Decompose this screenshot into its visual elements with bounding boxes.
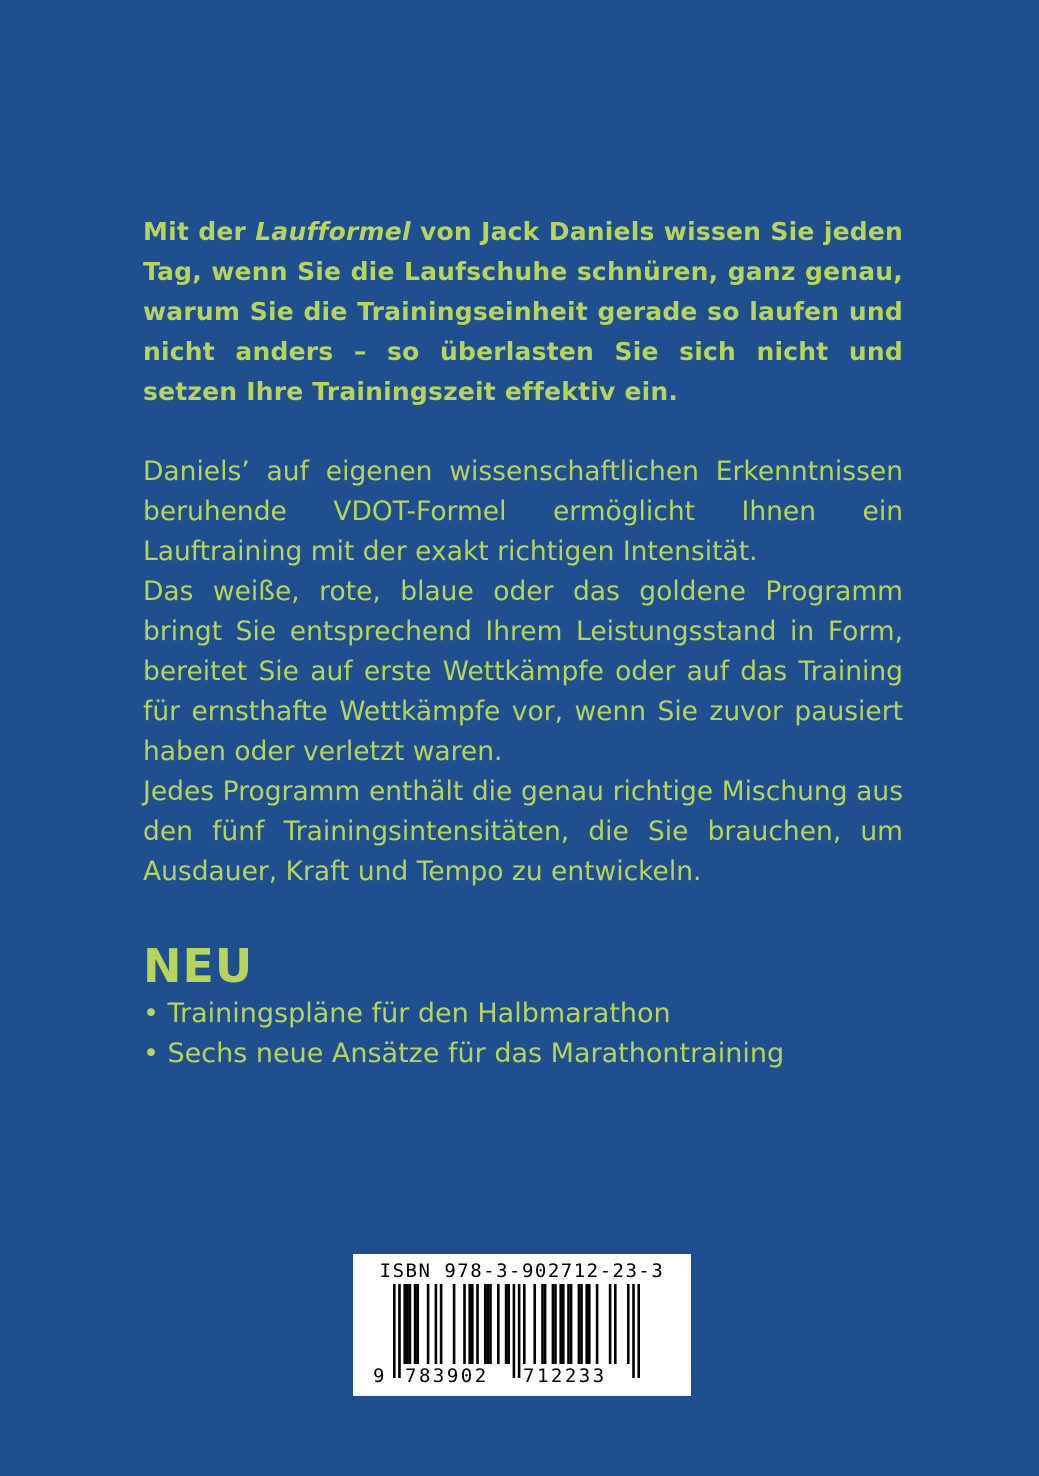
new-feature-item: • Trainingspläne für den Halbmarathon [143, 998, 671, 1029]
barcode-bar [544, 1284, 547, 1364]
ean-left-digits: 783902 [405, 1365, 489, 1387]
isbn-label: ISBN 978-3-902712-23-3 [379, 1260, 665, 1282]
barcode-guard-bar [398, 1284, 401, 1378]
barcode-bar [505, 1284, 508, 1364]
barcode-bar [476, 1284, 479, 1364]
barcode-guard-bar [513, 1284, 516, 1378]
barcode-bar [614, 1284, 617, 1364]
barcode-bar [471, 1284, 474, 1364]
barcode-bar [596, 1284, 599, 1364]
barcode-guard-bar [518, 1284, 521, 1378]
barcode-bar [554, 1284, 557, 1364]
barcode-bar [578, 1284, 581, 1364]
barcode-bar [580, 1284, 583, 1364]
barcode-bar [406, 1284, 409, 1364]
description-paragraph-2: Das weiße, rote, blaue oder das goldene Programm bringt Sie entsprechend Ihrem Leistungsstand in Form, bereitet Sie auf erste Wettkämpfe oder auf das Training für ernsthafte Wettkämpfe vor, wenn Sie zuvor pausiert haben oder verletzt waren. [143, 576, 903, 767]
barcode-bars [353, 1254, 691, 1396]
barcode-bar [409, 1284, 412, 1364]
barcode-bar [567, 1284, 570, 1364]
description [143, 452, 903, 892]
barcode-bar [552, 1284, 555, 1364]
barcode-bar [435, 1284, 438, 1364]
barcode-bar [403, 1284, 406, 1364]
intro-suffix: von Jack Daniels wissen Sie jeden Tag, wenn Sie die Laufschuhe schnüren, ganz genau, warum Sie die Trainingseinheit gerade so laufen und nicht anders – so überlasten Sie sich nicht und setzen Ihre Trainingszeit effektiv ein. [143, 217, 903, 406]
barcode-bar [463, 1284, 466, 1364]
description-paragraph-1: Daniels’ auf eigenen wissenschaftlichen Erkenntnissen beruhende VDOT-Formel ermöglicht Ihnen ein Lauftraining mit der exakt richtigen Intensität. [143, 456, 903, 567]
intro-paragraph [143, 212, 903, 412]
barcode-bar [570, 1284, 573, 1364]
barcode-bar [489, 1284, 492, 1364]
new-features [143, 938, 903, 1074]
barcode-guard-bar [632, 1284, 635, 1378]
barcode-bar [541, 1284, 544, 1364]
barcode-guard-bar [637, 1284, 640, 1378]
book-title: Laufformel [255, 217, 411, 246]
barcode-bar [585, 1284, 588, 1364]
isbn-barcode [353, 1254, 691, 1396]
barcode-bar [588, 1284, 591, 1364]
ean-right-digits: 712233 [523, 1365, 607, 1387]
new-heading: NEU [143, 939, 254, 993]
barcode-bar [427, 1284, 430, 1364]
ean-first-digit: 9 [373, 1365, 385, 1387]
barcode-bar [533, 1284, 536, 1364]
barcode-guard-bar [393, 1284, 396, 1378]
barcode-bar [609, 1284, 612, 1364]
description-paragraph-3: Jedes Programm enthält die genau richtige Mischung aus den fünf Trainingsintensitäten, die Sie brauchen, um Ausdauer, Kraft und Tempo zu entwickeln. [143, 776, 903, 887]
new-feature-item: • Sechs neue Ansätze für das Marathontraining [143, 1038, 785, 1069]
new-features-list [143, 994, 903, 1074]
barcode-bar [559, 1284, 562, 1364]
barcode-bar [453, 1284, 456, 1364]
intro-prefix: Mit der [143, 217, 256, 246]
barcode-bar [414, 1284, 417, 1364]
barcode-bar [562, 1284, 565, 1364]
barcode-bar [487, 1284, 490, 1364]
barcode-bar [497, 1284, 500, 1364]
barcode-bar [507, 1284, 510, 1364]
barcode-bar [484, 1284, 487, 1364]
barcode-bar [468, 1284, 471, 1364]
barcode-bar [440, 1284, 443, 1364]
barcode-bar [416, 1284, 419, 1364]
barcode-bar [523, 1284, 526, 1364]
barcode-bar [627, 1284, 630, 1364]
